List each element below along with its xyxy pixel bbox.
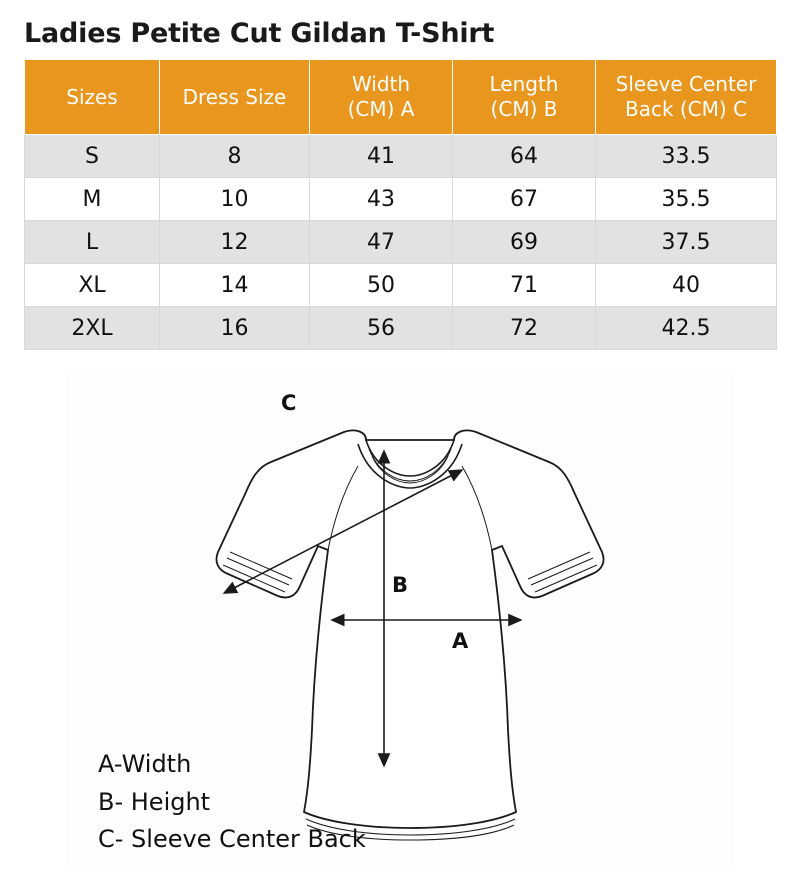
cell-dress-size: 10	[160, 178, 310, 221]
cell-dress-size: 16	[160, 307, 310, 350]
cell-size: XL	[25, 264, 160, 307]
page-title: Ladies Petite Cut Gildan T-Shirt	[24, 18, 495, 49]
cell-sleeve: 42.5	[596, 307, 777, 350]
legend-item-sleeve-center-back: C- Sleeve Center Back	[98, 824, 366, 853]
column-header-sizes	[25, 60, 160, 135]
measure-label-b: B	[392, 573, 409, 597]
cell-width: 47	[310, 221, 453, 264]
cell-dress-size: 12	[160, 221, 310, 264]
legend-item-width: A-Width	[98, 750, 192, 779]
cell-sleeve: 35.5	[596, 178, 777, 221]
header-line: (CM) A	[347, 97, 415, 121]
cell-width: 56	[310, 307, 453, 350]
cell-width: 41	[310, 135, 453, 178]
cell-size: S	[25, 135, 160, 178]
header-line: (CM) B	[490, 97, 558, 121]
column-header-dress-size	[160, 60, 310, 135]
cell-length: 72	[453, 307, 596, 350]
cell-size: L	[25, 221, 160, 264]
header-line: Sizes	[66, 84, 118, 109]
column-header-sleeve-center-back	[596, 60, 777, 135]
size-chart-table	[24, 59, 777, 350]
cell-sleeve: 37.5	[596, 221, 777, 264]
cell-length: 64	[453, 135, 596, 178]
cell-length: 71	[453, 264, 596, 307]
cell-width: 43	[310, 178, 453, 221]
cell-length: 67	[453, 178, 596, 221]
column-header-width	[310, 60, 453, 135]
column-header-length	[453, 60, 596, 135]
measure-label-a: A	[452, 629, 469, 653]
cell-width: 50	[310, 264, 453, 307]
cell-sleeve: 33.5	[596, 135, 777, 178]
measure-label-c: C	[281, 391, 297, 415]
table-row	[25, 264, 777, 307]
tshirt-measurement-diagram	[66, 370, 734, 870]
table-row	[25, 307, 777, 350]
cell-dress-size: 14	[160, 264, 310, 307]
table-row	[25, 221, 777, 264]
cell-size: 2XL	[25, 307, 160, 350]
table-header-row	[25, 60, 777, 135]
header-line: Sleeve Center	[615, 72, 757, 96]
header-line: Dress Size	[182, 84, 287, 109]
header-line: Width	[351, 72, 411, 96]
cell-dress-size: 8	[160, 135, 310, 178]
diagram-legend	[98, 746, 366, 858]
table-row	[25, 135, 777, 178]
cell-size: M	[25, 178, 160, 221]
header-line: Length	[489, 72, 559, 96]
header-line: Back (CM) C	[624, 97, 748, 121]
cell-length: 69	[453, 221, 596, 264]
table-row	[25, 178, 777, 221]
cell-sleeve: 40	[596, 264, 777, 307]
legend-item-height: B- Height	[98, 787, 211, 816]
